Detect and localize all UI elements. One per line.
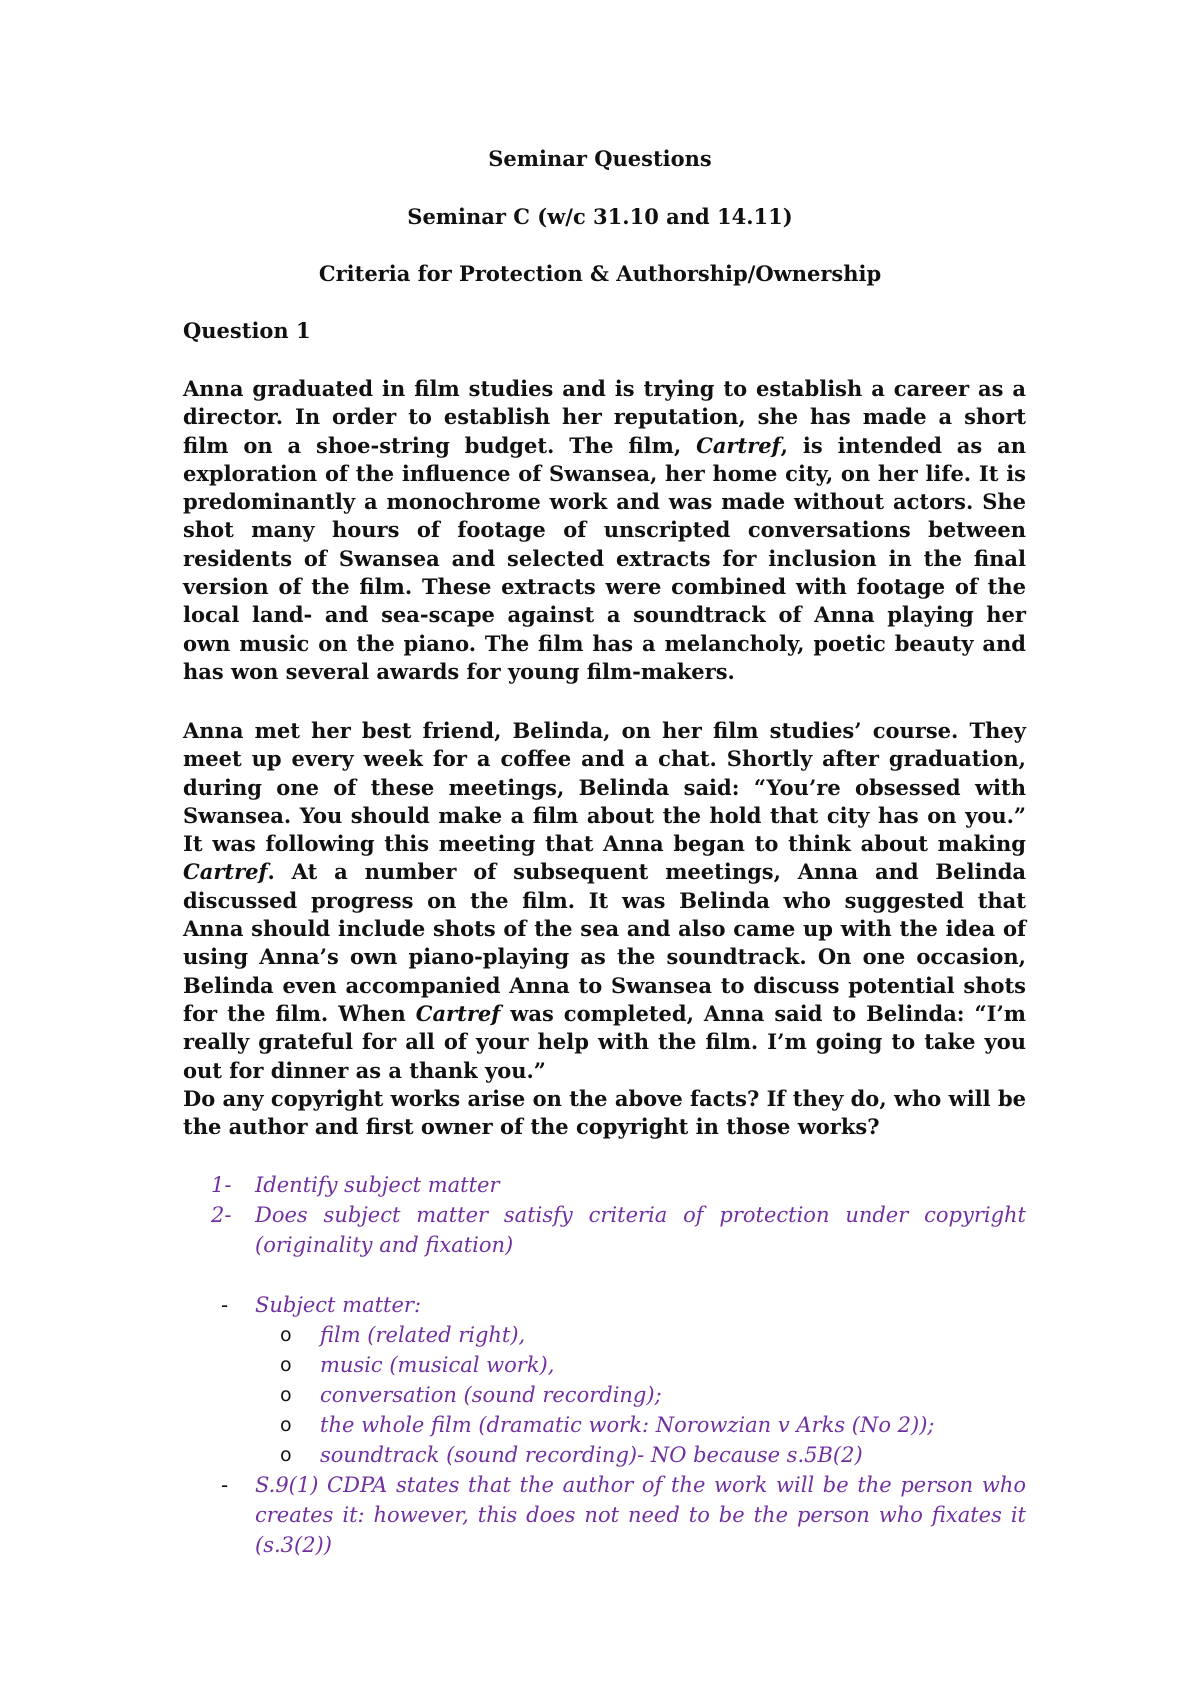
dash-bullet: - <box>221 1293 229 1317</box>
question-paragraph-1 <box>183 375 1026 686</box>
note-text: Does subject matter satisfy criteria of protection under copyright (originality and fixation) <box>255 1203 1026 1257</box>
circle-bullet: o <box>280 1414 292 1436</box>
paragraph-text: Anna graduated in film studies and is trying to establish a career as a director. In order to establish her reputation, she has made a short film on a shoe-string budget. The film, <box>183 376 1026 458</box>
note-text: S.9(1) CDPA states that the author of the work will be the person who creates it: however, this does not need to be the person who fixates it (s.3(2)) <box>255 1473 1026 1557</box>
subject-matter-item <box>183 1320 1026 1350</box>
paragraph-text: was completed, Anna said to Belinda: “I’m really grateful for all of your help with the film. I’m going to take you out for dinner as a thank you.” <box>183 1000 1026 1083</box>
spacer <box>183 1260 1026 1290</box>
question-paragraph-2 <box>183 717 1026 1085</box>
question-label: Question 1 <box>183 318 311 343</box>
film-title: Cartref <box>183 859 268 885</box>
authorship-note <box>183 1470 1026 1560</box>
subject-matter-item <box>183 1380 1026 1410</box>
note-text: conversation (sound recording); <box>320 1383 662 1407</box>
subject-matter-heading <box>183 1290 1026 1320</box>
circle-bullet: o <box>280 1354 292 1376</box>
note-text: Identify subject matter <box>255 1173 500 1197</box>
answer-notes <box>183 1170 1026 1560</box>
list-number: 2- <box>211 1203 232 1227</box>
question-prompt: Do any copyright works arise on the above facts? If they do, who will be the author and first owner of the copyright in those works? <box>183 1086 1026 1140</box>
circle-bullet: o <box>280 1384 292 1406</box>
note-step-2 <box>183 1200 1026 1260</box>
list-number: 1- <box>211 1173 232 1197</box>
film-title: Cartref <box>696 432 781 458</box>
note-text: soundtrack (sound recording)- NO because s.5B(2) <box>320 1443 863 1467</box>
topic-heading: Criteria for Protection & Authorship/Ownership <box>318 261 882 286</box>
paragraph-text: Anna met her best friend, Belinda, on her film studies’ course. They meet up every week for a coffee and a chat. Shortly after graduation, during one of these meetings, Belinda said: “You’re obsessed with Swansea. You should make a film about the hold that city has on you.” It was following this meeting that Anna began to think about making <box>183 718 1026 857</box>
subject-matter-item <box>183 1410 1026 1440</box>
note-text: music (musical work), <box>320 1353 555 1377</box>
dash-bullet: - <box>221 1473 229 1497</box>
note-text: Subject matter: <box>255 1293 422 1317</box>
subject-matter-item <box>183 1440 1026 1470</box>
circle-bullet: o <box>280 1444 292 1466</box>
paragraph-text: , is intended as an exploration of the influence of Swansea, her home city, on her life. It is predominantly a monochrome work and was made without actors. She shot many hours of footage of unscripted conversations between residents of Swansea and selected extracts for inclusion in the final version of the film. These extracts were combined with footage of the local land- and sea-scape against a soundtrack of Anna playing her own music on the piano. The film has a melancholy, poetic beauty and has won several awards for young film-makers. <box>183 432 1026 684</box>
circle-bullet: o <box>280 1324 292 1346</box>
paragraph-text: . At a number of subsequent meetings, Anna and Belinda discussed progress on the film. It was Belinda who suggested that Anna should include shots of the sea and also came up with the idea of using Anna’s own piano-playing as the soundtrack. On one occasion, Belinda even accompanied Anna to Swansea to discuss potential shots for the film. When <box>183 859 1026 1026</box>
film-title: Cartref <box>415 1000 501 1026</box>
note-text: film (related right), <box>320 1323 526 1347</box>
seminar-subtitle: Seminar C (w/c 31.10 and 14.11) <box>407 204 793 229</box>
subject-matter-item <box>183 1350 1026 1380</box>
note-step-1 <box>183 1170 1026 1200</box>
document-title: Seminar Questions <box>488 146 712 171</box>
note-text: the whole film (dramatic work: Norowzian v Arks (No 2)); <box>320 1413 935 1437</box>
